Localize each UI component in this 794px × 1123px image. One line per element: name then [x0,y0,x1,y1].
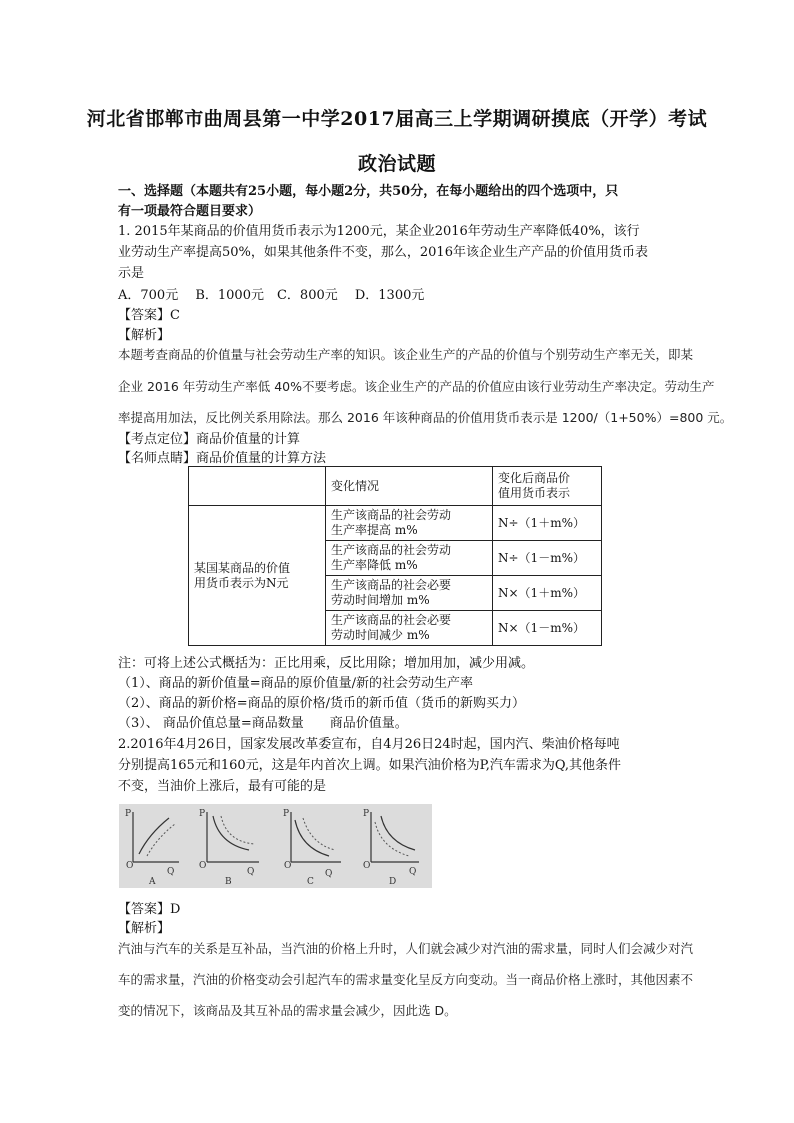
table-cell-line: 生产该商品的社会必要 [331,613,452,627]
graph-d-origin-label: O [363,861,371,871]
graph-c-curve-shifted [303,818,335,850]
graph-b-letter: B [225,877,232,887]
table-cell-line: 生产该商品的社会必要 [331,578,452,592]
graph-b-p-label: P [199,809,206,819]
q1-analysis-line: 率提高用加法，反比例关系用除法。那么 2016 年该种商品的价值用货币表示是 1200/（1+50%）=800 元。 [118,410,733,425]
table-cell-line: 生产该商品的社会劳动 [331,543,452,557]
q1-mingshi: 【名师点睛】商品价值量的计算方法 [118,451,327,466]
table-cell [326,506,493,541]
table-header-cell: 变化情况 [326,467,493,506]
table-row-header-line: 某国某商品的价值 [194,560,291,575]
formula-table [188,466,602,646]
q1-note: 注：可将上述公式概括为：正比用乘，反比用除；增加用加，减少用减。 [118,656,535,671]
q1-note: （3）、 商品价值总量=商品数量 商品价值量。 [118,716,408,731]
table-header-line: 值用货币表示 [498,486,571,500]
graph-c-q-label: Q [325,869,333,879]
demand-graphs-figure [119,804,432,888]
page-title: 河北省邯郸市曲周县第一中学2017届高三上学期调研摸底（开学）考试 [86,108,708,130]
q2-analysis-line: 变的情况下，该商品及其互补品的需求量会减少，因此选 D。 [118,1003,457,1018]
graph-a-curve [139,818,169,854]
q2-stem-line: 不变，当油价上涨后，最有可能的是 [118,779,327,794]
graph-d [363,809,419,887]
q2-analysis-line: 车的需求量，汽油的价格变动会引起汽车的需求量变化呈反方向变动。当一商品价格上涨时，其他因素不 [118,972,694,987]
q1-stem-line: 示是 [118,266,145,281]
graph-b-curve [213,816,249,850]
graph-d-letter: D [389,877,397,887]
table-row-header-line: 用货币表示为N元 [194,575,289,590]
table-cell-value: N÷（1＋m%） [493,506,602,541]
section-heading-cont: 有一项最符合题目要求） [118,204,262,219]
table-cell [326,541,493,576]
table-cell [326,611,493,646]
graph-a-p-label: P [125,809,132,819]
table-cell-line: 生产率提高 m% [331,523,418,537]
graph-c-curve [295,820,329,856]
graph-b [199,809,259,887]
graph-d-curve [381,816,415,850]
q1-kaodian: 【考点定位】商品价值量的计算 [118,432,301,447]
page-subtitle: 政治试题 [357,153,436,175]
graph-a-q-label: Q [167,867,175,877]
demand-graphs-svg [119,804,432,888]
q2-stem-line: 分别提高165元和160元，这是年内首次上调。如果汽油价格为P,汽车需求为Q,其他条件 [118,758,622,773]
table-cell-line: 生产该商品的社会劳动 [331,508,452,522]
table-cell-value: N÷（1－m%） [493,541,602,576]
q1-answer: 【答案】C [118,308,180,323]
q2-answer: 【答案】D [118,902,181,917]
table-header-cell [493,467,602,506]
graph-a [125,809,179,887]
q1-analysis-line: 本题考查商品的价值量与社会劳动生产率的知识。该企业生产的产品的价值与个别劳动生产率无关，即某 [118,347,694,362]
graph-d-q-label: Q [409,867,417,877]
q1-stem-line: 1. 2015年某商品的价值用货币表示为1200元，某企业2016年劳动生产率降低40%，该行 [118,224,640,239]
table-cell-value: N×（1＋m%） [493,576,602,611]
table-cell-line: 生产率降低 m% [331,558,418,572]
q1-analysis-line: 企业 2016 年劳动生产率低 40%不要考虑。该企业生产的产品的价值应由该行业劳动生产率决定。劳动生产 [118,379,715,394]
q1-options: A．700元 B．1000元 C．800元 D．1300元 [118,288,425,303]
q1-analysis-label: 【解析】 [118,328,171,343]
graph-b-q-label: Q [247,867,255,877]
graph-c-letter: C [307,877,314,887]
table-cell-value: N×（1－m%） [493,611,602,646]
graph-d-curve-shifted [375,822,409,856]
graph-a-origin-label: O [126,861,134,871]
table-cell-line: 劳动时间增加 m% [331,593,430,607]
q2-analysis-label: 【解析】 [118,921,171,936]
graph-d-p-label: P [363,809,370,819]
graph-a-curve-shifted [147,824,175,856]
table-row-header [189,506,326,646]
table-cell-line: 劳动时间减少 m% [331,628,430,642]
graph-c-p-label: P [283,809,290,819]
q1-note: （1）、商品的新价值量=商品的原价值量/新的社会劳动生产率 [118,676,474,691]
graph-c [283,809,341,887]
table-header-line: 变化后商品价 [498,471,571,485]
q2-stem-line: 2.2016年4月26日，国家发展改革委宣布，自4月26日24时起，国内汽、柴油价格每吨 [118,737,620,752]
graph-b-origin-label: O [199,861,207,871]
table-cell [326,576,493,611]
graph-c-origin-label: O [284,861,292,871]
q2-analysis-line: 汽油与汽车的关系是互补品，当汽油的价格上升时，人们就会减少对汽油的需求量，同时人们会减少对汽 [118,941,694,956]
q1-stem-line: 业劳动生产率提高50%，如果其他条件不变，那么，2016年该企业生产产品的价值用货币表 [118,245,648,260]
table-corner-cell [189,467,326,506]
section-heading: 一、选择题（本题共有25小题，每小题2分，共50分，在每小题给出的四个选项中，只 [118,184,619,199]
q1-note: （2）、商品的新价格=商品的原价格/货币的新币值（货币的新购买力） [118,696,526,711]
graph-a-letter: A [149,877,156,887]
